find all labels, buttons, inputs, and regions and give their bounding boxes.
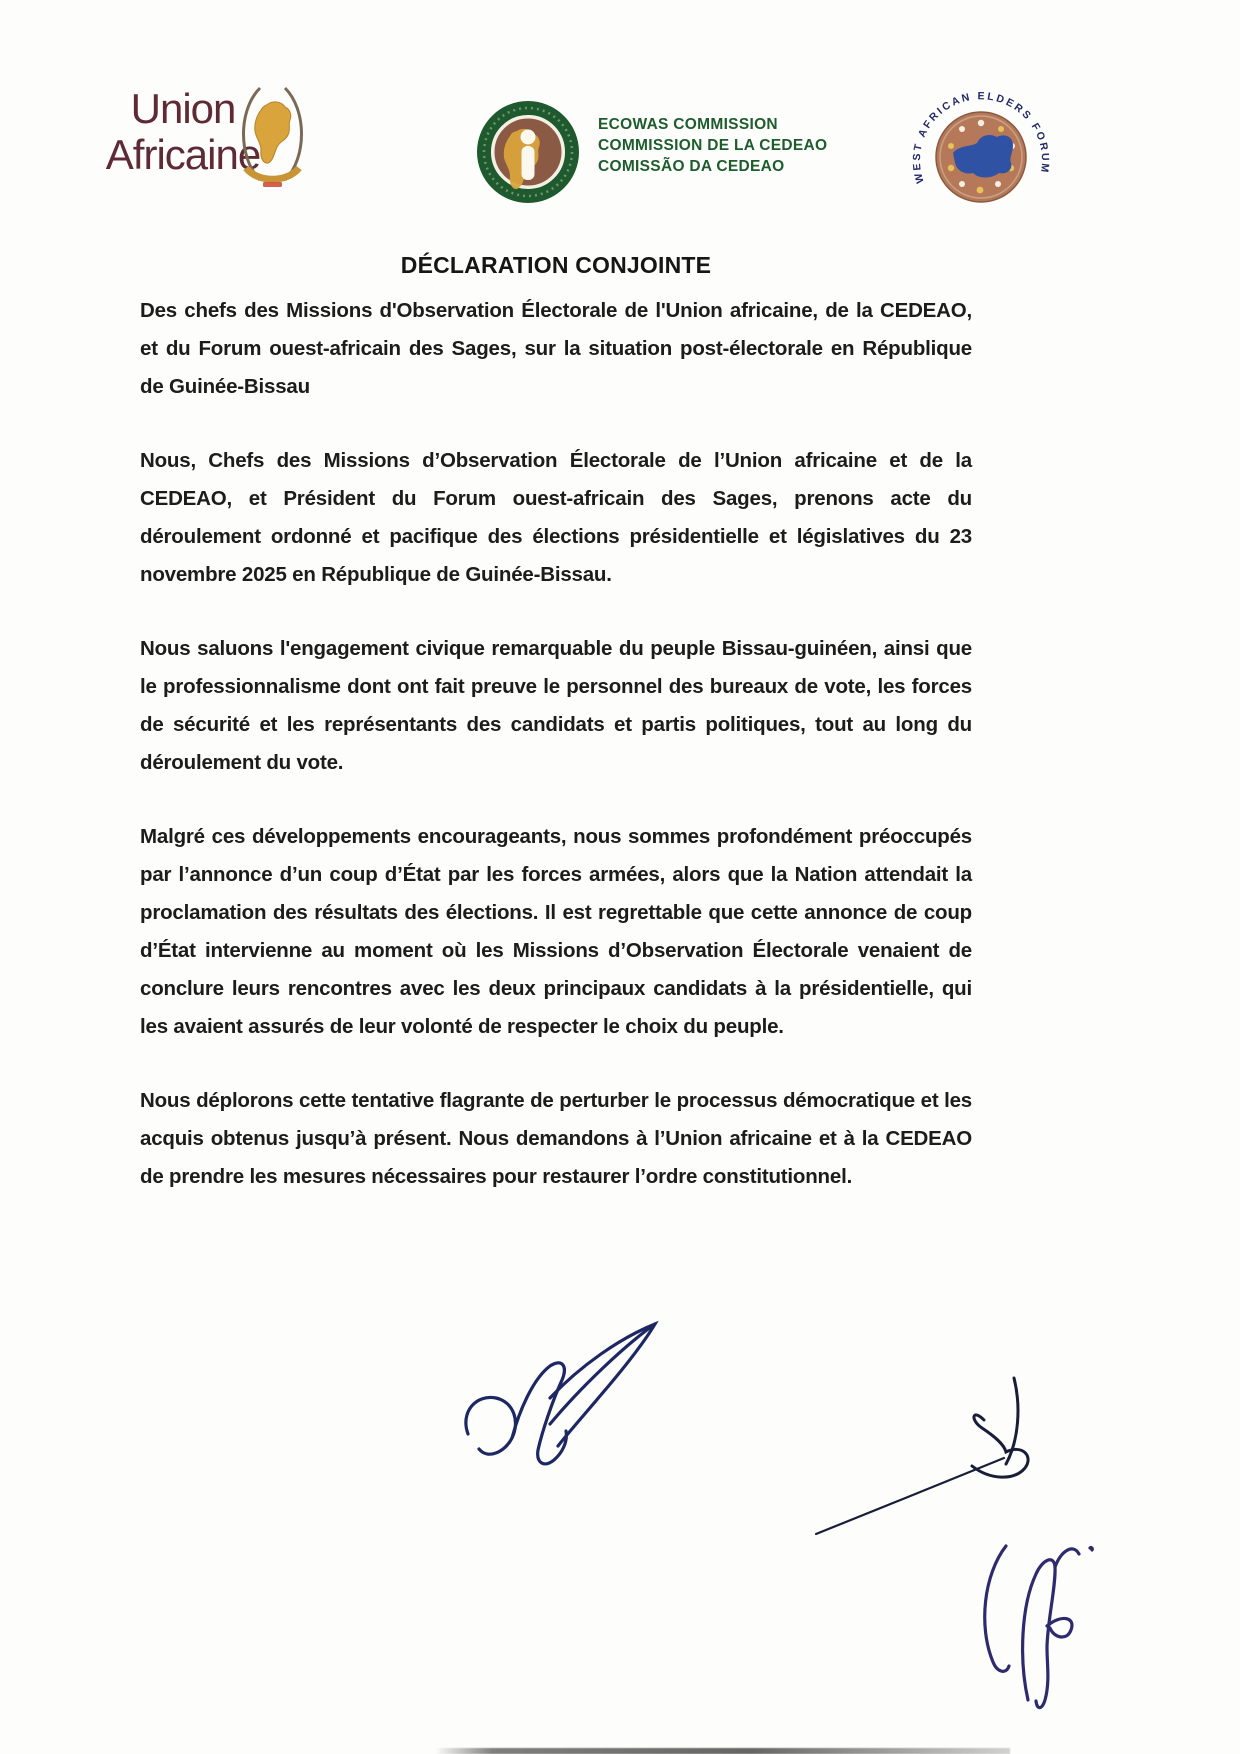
paragraph-4: Nous déplorons cette tentative flagrante de perturber le processus démocratique et les acquis obtenus jusqu’à présent. Nous demandons à l’Union africaine et à la CEDEAO de prendre les mesures nécessaires pour restaurer l’ordre constitutionnel.: [140, 1089, 972, 1188]
ecowas-emblem-icon: [477, 101, 579, 203]
paragraph-1: Nous, Chefs des Missions d’Observation Électorale de l’Union africaine et de la CEDEAO, et Président du Forum ouest-africain des Sages, prenons acte du déroulement ordonné et pacifique des élections présidentielle et législatives du 23 novembre 2025 en République de Guinée-Bissau.: [140, 449, 972, 586]
african-union-emblem-icon: [230, 80, 315, 195]
signature-3: [968, 1532, 1118, 1727]
page-title: DÉCLARATION CONJOINTE: [400, 252, 712, 278]
signature-1: [452, 1316, 702, 1486]
ecowas-wordmark-line1: ECOWAS COMMISSION: [598, 116, 778, 133]
scan-artifact-bar: [435, 1748, 1010, 1754]
signature-2: [808, 1362, 1058, 1552]
declaration-body: [140, 252, 972, 1196]
ecowas-wordmark: [598, 114, 827, 177]
declaration-subtitle: Des chefs des Missions d'Observation Électorale de l'Union africaine, de la CEDEAO, et du Forum ouest-africain des Sages, sur la situation post-électorale en République de Guinée-Bissau: [140, 299, 972, 398]
paragraph-2: Nous saluons l'engagement civique remarquable du peuple Bissau-guinéen, ainsi que le professionnalisme dont ont fait preuve le personnel des bureaux de vote, les forces de sécurité et les représentants des candidats et partis politiques, tout au long du déroulement du vote.: [140, 637, 972, 774]
waef-emblem-icon: [898, 70, 1063, 235]
african-union-logo-line2: Africaine: [105, 131, 261, 178]
ecowas-wordmark-line2: COMMISSION DE LA CEDEAO: [598, 137, 828, 154]
ecowas-wordmark-line3: COMISSÃO DA CEDEAO: [598, 158, 785, 175]
waef-ring-text: WEST AFRICAN ELDERS FORUM: [910, 90, 1052, 185]
paragraph-3: Malgré ces développements encourageants, nous sommes profondément préoccupés par l’annonce d’un coup d’État par les forces armées, alors que la Nation attendait la proclamation des résultats des élections. Il est regrettable que cette annonce de coup d’État intervienne au moment où les Missions d’Observation Électorale venaient de conclure leurs rencontres avec les deux principaux candidats à la présidentielle, qui les avaient assurés de leur volonté de respecter le choix du peuple.: [140, 825, 972, 1038]
african-union-logo-line1: Union: [130, 85, 236, 132]
